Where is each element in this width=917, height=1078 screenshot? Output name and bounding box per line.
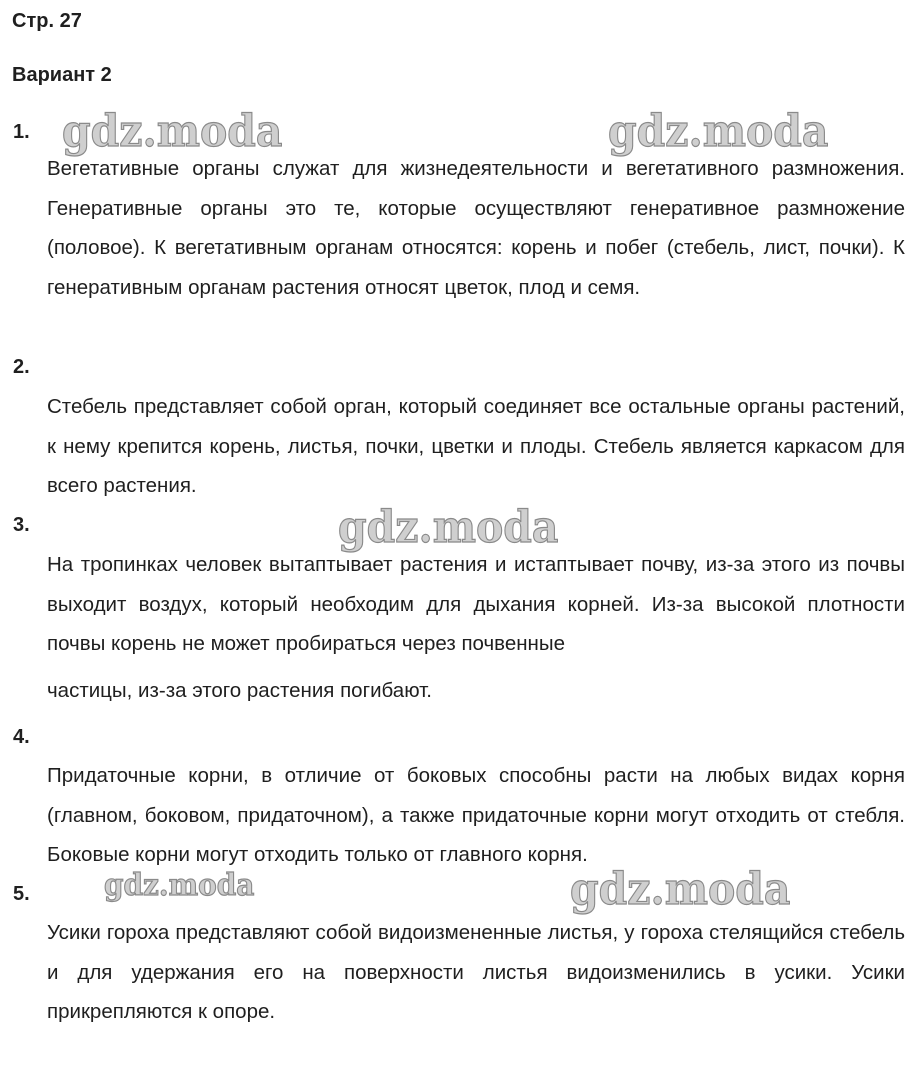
watermark-logo: gdz.moda xyxy=(104,868,255,903)
answer-1-number: 1. xyxy=(13,121,30,143)
variant-title: Вариант 2 xyxy=(12,64,112,86)
watermark-logo: gdz.moda xyxy=(338,502,559,553)
answer-2-text: Стебель представляет собой орган, который соединяет все остальные органы растений, к нему крепится корень, листья, почки, цветки и плоды. Стебель является каркасом для всего растения. xyxy=(47,395,905,497)
watermark-logo: gdz.moda xyxy=(62,106,283,157)
answer-5-text: Усики гороха представляют собой видоизмененные листья, у гороха стелящийся стебель и для удержания его на поверхности листья видоизменились в усики. Усики прикрепляются к опоре. xyxy=(47,921,905,1023)
watermark-logo: gdz.moda xyxy=(608,106,829,157)
answer-3-text: На тропинках человек вытаптывает растения и истаптывает почву, из-за этого из почвы выходит воздух, который необходим для дыхания корней. Из-за высокой плотности почвы корень не может пробираться через почвенные xyxy=(47,553,905,655)
answer-3-number: 3. xyxy=(13,514,30,536)
page-label: Стр. 27 xyxy=(12,10,82,32)
answer-3-text-tail: частицы, из-за этого растения погибают. xyxy=(47,679,432,702)
answer-2-number: 2. xyxy=(13,356,30,378)
answer-4-text: Придаточные корни, в отличие от боковых способны расти на любых видах корня (главном, боковом, придаточном), а также придаточные корни могут отходить от стебля. Боковые корни могут отходить только от главного корня. xyxy=(47,764,905,866)
answer-1-text: Вегетативные органы служат для жизнедеятельности и вегетативного размножения. Генеративные органы это те, которые осуществляют генеративное размножение (половое). К вегетативным органам относятся: корень и побег (стебель, лист, почки). К генеративным органам растения относят цветок, плод и семя. xyxy=(47,157,905,299)
watermark-logo: gdz.moda xyxy=(570,864,791,915)
answer-4-number: 4. xyxy=(13,726,30,748)
answer-5-number: 5. xyxy=(13,883,30,905)
